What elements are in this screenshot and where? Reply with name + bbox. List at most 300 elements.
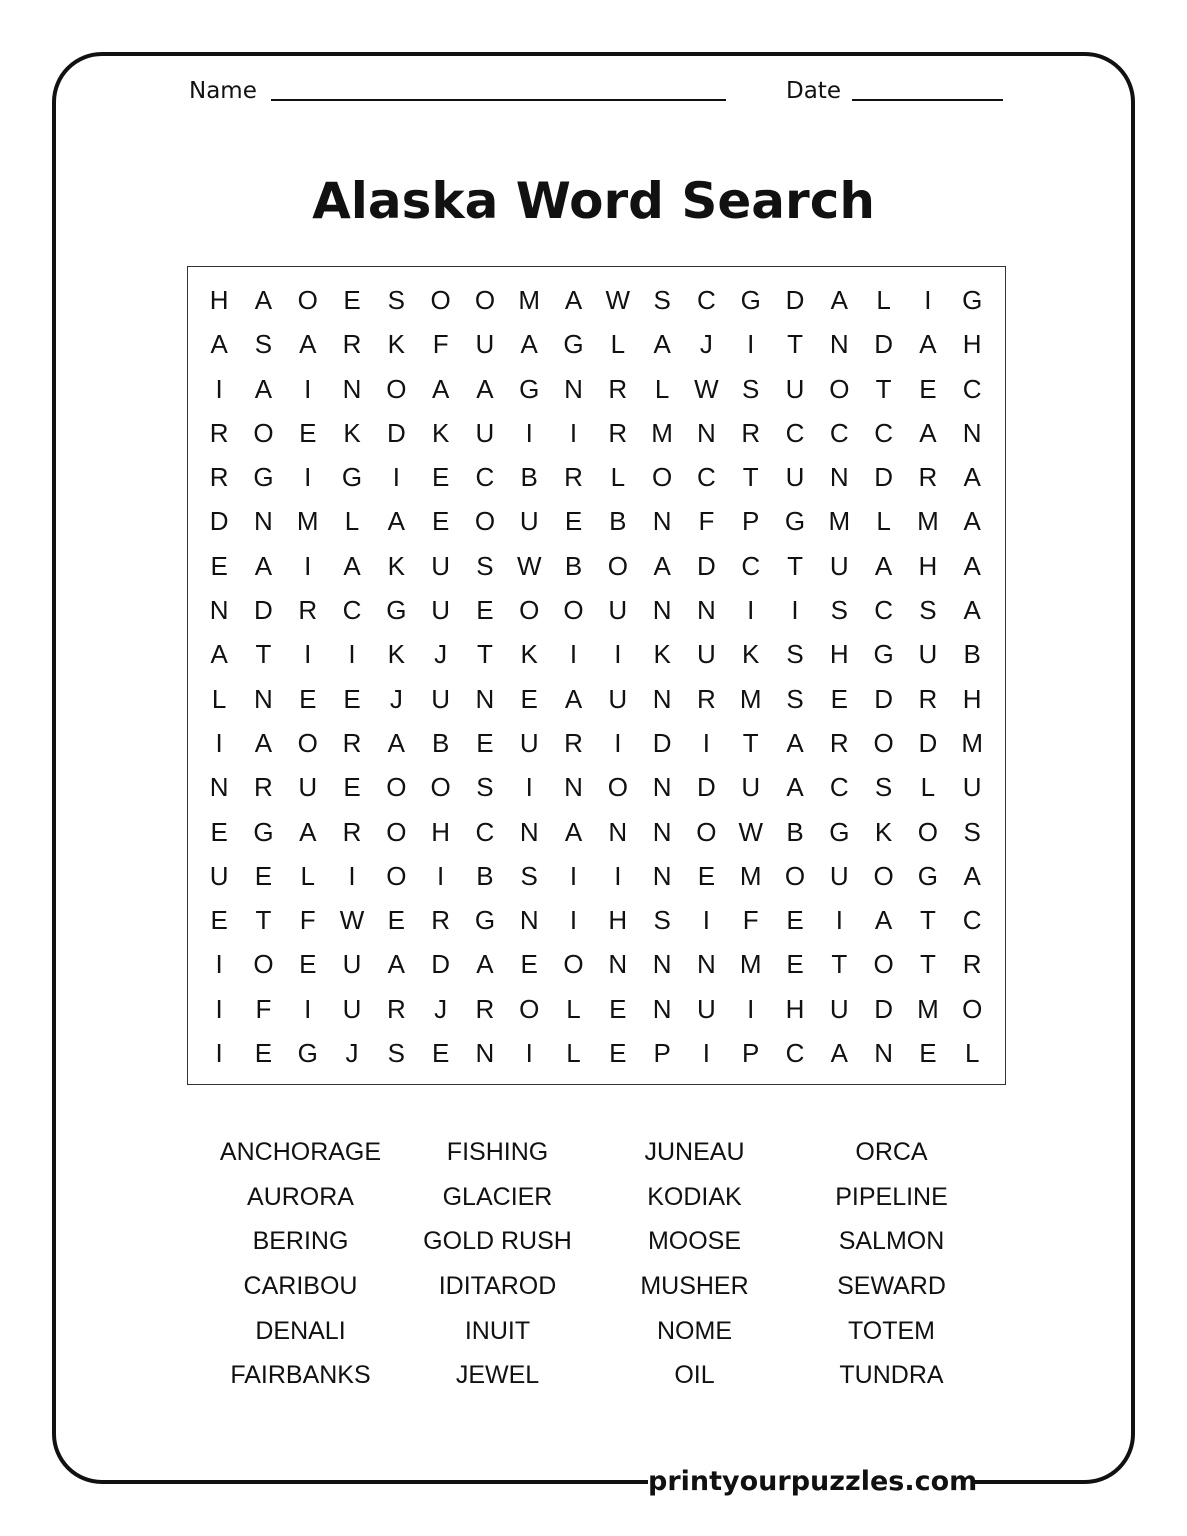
grid-letter[interactable]: F <box>255 993 272 1024</box>
grid-letter[interactable]: A <box>653 329 671 360</box>
grid-letter[interactable]: O <box>607 550 628 581</box>
grid-letter[interactable]: I <box>304 462 312 493</box>
grid-letter[interactable]: E <box>919 373 937 404</box>
grid-letter[interactable]: C <box>962 373 982 404</box>
grid-letter[interactable]: E <box>564 506 583 537</box>
grid-letter[interactable]: E <box>210 816 228 847</box>
grid-letter[interactable]: N <box>519 816 539 847</box>
grid-letter[interactable]: L <box>920 772 936 803</box>
grid-letter[interactable]: U <box>342 993 362 1024</box>
grid-letter[interactable]: F <box>742 905 759 936</box>
grid-letter[interactable]: R <box>564 727 583 758</box>
grid-letter[interactable]: R <box>564 462 583 493</box>
grid-letter[interactable]: I <box>525 417 533 448</box>
grid-letter[interactable]: R <box>918 462 938 493</box>
grid-letter[interactable]: N <box>829 462 849 493</box>
grid-letter[interactable]: R <box>209 417 229 448</box>
grid-letter[interactable]: C <box>475 462 495 493</box>
grid-letter[interactable]: M <box>961 727 984 758</box>
grid-letter[interactable]: O <box>784 860 806 891</box>
grid-letter[interactable]: G <box>297 1038 318 1069</box>
grid-letter[interactable]: A <box>830 1038 848 1069</box>
grid-letter[interactable]: E <box>254 860 273 891</box>
grid-letter[interactable]: R <box>209 462 229 493</box>
grid-letter[interactable]: R <box>342 727 362 758</box>
grid-letter[interactable]: C <box>962 905 982 936</box>
grid-letter[interactable]: L <box>654 373 670 404</box>
grid-letter[interactable]: A <box>387 727 405 758</box>
grid-letter[interactable]: O <box>873 860 894 891</box>
grid-letter[interactable]: I <box>304 639 312 670</box>
grid-letter[interactable]: A <box>254 373 273 404</box>
grid-letter[interactable]: G <box>341 462 363 493</box>
grid-letter[interactable]: E <box>210 550 228 581</box>
grid-letter[interactable]: D <box>697 550 716 581</box>
grid-letter[interactable]: S <box>874 772 893 803</box>
grid-letter[interactable]: D <box>386 417 406 448</box>
grid-letter[interactable]: R <box>342 329 362 360</box>
grid-letter[interactable]: O <box>607 772 628 803</box>
grid-letter[interactable]: N <box>962 417 982 448</box>
grid-letter[interactable]: D <box>874 462 893 493</box>
grid-letter[interactable]: R <box>829 727 849 758</box>
grid-letter[interactable]: S <box>476 550 494 581</box>
grid-letter[interactable]: S <box>387 1038 405 1069</box>
grid-letter[interactable]: U <box>785 373 805 404</box>
grid-letter[interactable]: M <box>739 949 762 980</box>
grid-letter[interactable]: T <box>742 727 759 758</box>
grid-letter[interactable]: T <box>919 949 936 980</box>
grid-letter[interactable]: A <box>299 816 317 847</box>
grid-letter[interactable]: P <box>742 506 760 537</box>
grid-letter[interactable]: N <box>254 506 273 537</box>
grid-letter[interactable]: E <box>520 683 538 714</box>
grid-letter[interactable]: U <box>475 329 495 360</box>
grid-letter[interactable]: U <box>475 417 495 448</box>
grid-letter[interactable]: R <box>918 683 938 714</box>
grid-letter[interactable]: N <box>829 329 849 360</box>
grid-letter[interactable]: K <box>653 639 671 670</box>
grid-letter[interactable]: D <box>874 993 893 1024</box>
grid-letter[interactable]: O <box>253 949 274 980</box>
grid-letter[interactable]: H <box>785 993 805 1024</box>
grid-letter[interactable]: U <box>829 860 849 891</box>
grid-letter[interactable]: W <box>339 905 365 936</box>
grid-letter[interactable]: O <box>563 949 584 980</box>
grid-letter[interactable]: I <box>569 905 578 936</box>
grid-letter[interactable]: A <box>919 417 937 448</box>
grid-letter[interactable]: P <box>742 1038 760 1069</box>
grid-letter[interactable]: A <box>387 949 405 980</box>
grid-letter[interactable]: G <box>740 285 761 315</box>
grid-letter[interactable]: O <box>474 285 496 315</box>
grid-letter[interactable]: O <box>430 285 451 315</box>
grid-letter[interactable]: U <box>829 550 849 581</box>
grid-letter[interactable]: P <box>653 1038 671 1069</box>
grid-letter[interactable]: N <box>475 1038 495 1069</box>
grid-letter[interactable]: O <box>430 772 451 803</box>
grid-letter[interactable]: U <box>342 949 362 980</box>
grid-letter[interactable]: E <box>476 727 494 758</box>
grid-letter[interactable]: C <box>874 417 893 448</box>
grid-letter[interactable]: T <box>787 550 803 581</box>
grid-letter[interactable]: A <box>963 506 981 537</box>
grid-letter[interactable]: S <box>476 772 494 803</box>
grid-letter[interactable]: D <box>254 595 273 626</box>
grid-letter[interactable]: I <box>215 727 223 758</box>
grid-letter[interactable]: N <box>564 772 583 803</box>
grid-letter[interactable]: I <box>392 462 400 493</box>
grid-letter[interactable]: O <box>297 727 318 758</box>
grid-letter[interactable]: U <box>741 772 761 803</box>
grid-letter[interactable]: U <box>431 683 451 714</box>
grid-letter[interactable]: O <box>873 727 894 758</box>
grid-letter[interactable]: S <box>830 595 848 626</box>
grid-letter[interactable]: N <box>697 417 716 448</box>
grid-letter[interactable]: N <box>874 1038 893 1069</box>
grid-letter[interactable]: S <box>254 329 273 360</box>
grid-letter[interactable]: O <box>386 860 407 891</box>
grid-letter[interactable]: O <box>873 949 894 980</box>
grid-letter[interactable]: I <box>791 595 799 626</box>
grid-letter[interactable]: G <box>917 860 939 891</box>
grid-letter[interactable]: C <box>829 772 849 803</box>
grid-letter[interactable]: O <box>253 417 274 448</box>
grid-letter[interactable]: A <box>210 329 228 360</box>
grid-letter[interactable]: I <box>304 993 312 1024</box>
grid-letter[interactable]: O <box>652 462 673 493</box>
grid-letter[interactable]: M <box>651 417 673 448</box>
grid-letter[interactable]: D <box>874 329 893 360</box>
grid-letter[interactable]: E <box>431 462 450 493</box>
grid-letter[interactable]: A <box>431 373 450 404</box>
grid-letter[interactable]: O <box>386 373 407 404</box>
grid-letter[interactable]: E <box>609 993 627 1024</box>
grid-letter[interactable]: A <box>254 550 273 581</box>
grid-letter[interactable]: N <box>652 506 672 537</box>
grid-letter[interactable]: C <box>475 816 495 847</box>
grid-letter[interactable]: R <box>342 816 362 847</box>
grid-letter[interactable]: T <box>255 639 272 670</box>
grid-letter[interactable]: O <box>917 816 939 847</box>
grid-letter[interactable]: S <box>786 639 804 670</box>
grid-letter[interactable]: I <box>614 727 622 758</box>
grid-letter[interactable]: U <box>697 993 716 1024</box>
grid-letter[interactable]: I <box>569 639 578 670</box>
grid-letter[interactable]: O <box>829 373 850 404</box>
grid-letter[interactable]: C <box>785 1038 805 1069</box>
grid-letter[interactable]: M <box>917 993 939 1024</box>
grid-letter[interactable]: T <box>919 905 936 936</box>
grid-letter[interactable]: L <box>964 1038 980 1069</box>
grid-letter[interactable]: E <box>476 595 494 626</box>
grid-letter[interactable]: S <box>387 285 405 315</box>
grid-letter[interactable]: I <box>215 1038 223 1069</box>
grid-letter[interactable]: E <box>210 905 228 936</box>
grid-letter[interactable]: J <box>434 993 448 1024</box>
grid-letter[interactable]: A <box>564 816 583 847</box>
grid-letter[interactable]: B <box>564 550 583 581</box>
grid-letter[interactable]: R <box>386 993 406 1024</box>
grid-letter[interactable]: K <box>742 639 760 670</box>
grid-letter[interactable]: A <box>564 683 583 714</box>
grid-letter[interactable]: U <box>431 550 451 581</box>
grid-letter[interactable]: J <box>434 639 448 670</box>
grid-letter[interactable]: A <box>786 727 804 758</box>
grid-letter[interactable]: G <box>873 639 894 670</box>
grid-letter[interactable]: L <box>211 683 227 714</box>
grid-letter[interactable]: F <box>432 329 449 360</box>
grid-letter[interactable]: G <box>784 506 806 537</box>
grid-letter[interactable]: E <box>431 1038 450 1069</box>
grid-letter[interactable]: N <box>608 816 628 847</box>
grid-letter[interactable]: I <box>569 860 578 891</box>
grid-letter[interactable]: H <box>829 639 849 670</box>
grid-letter[interactable]: I <box>215 993 223 1024</box>
grid-letter[interactable]: U <box>962 772 982 803</box>
grid-letter[interactable]: N <box>254 683 273 714</box>
grid-letter[interactable]: A <box>963 595 981 626</box>
grid-letter[interactable]: R <box>608 373 628 404</box>
grid-letter[interactable]: U <box>519 506 539 537</box>
grid-letter[interactable]: N <box>697 595 716 626</box>
grid-letter[interactable]: W <box>605 285 631 315</box>
grid-letter[interactable]: N <box>652 993 672 1024</box>
grid-letter[interactable]: D <box>431 949 451 980</box>
grid-letter[interactable]: E <box>431 506 450 537</box>
grid-letter[interactable]: N <box>519 905 539 936</box>
grid-letter[interactable]: I <box>747 595 755 626</box>
grid-letter[interactable]: H <box>431 816 451 847</box>
grid-letter[interactable]: A <box>564 285 583 315</box>
grid-letter[interactable]: T <box>742 462 759 493</box>
grid-letter[interactable]: L <box>610 329 626 360</box>
grid-letter[interactable]: N <box>652 683 672 714</box>
grid-letter[interactable]: F <box>698 506 715 537</box>
grid-letter[interactable]: N <box>652 595 672 626</box>
grid-letter[interactable]: F <box>299 905 316 936</box>
grid-letter[interactable]: E <box>786 949 804 980</box>
grid-letter[interactable]: E <box>299 949 317 980</box>
grid-letter[interactable]: S <box>919 595 937 626</box>
grid-letter[interactable]: D <box>697 772 716 803</box>
grid-letter[interactable]: N <box>475 683 495 714</box>
grid-letter[interactable]: U <box>298 772 318 803</box>
grid-letter[interactable]: A <box>520 329 538 360</box>
grid-letter[interactable]: A <box>254 285 273 315</box>
grid-letter[interactable]: I <box>702 727 711 758</box>
grid-letter[interactable]: S <box>786 683 804 714</box>
grid-letter[interactable]: G <box>563 329 584 360</box>
grid-letter[interactable]: E <box>520 949 538 980</box>
grid-letter[interactable]: A <box>210 639 228 670</box>
grid-letter[interactable]: C <box>342 595 362 626</box>
grid-letter[interactable]: C <box>697 462 716 493</box>
grid-letter[interactable]: D <box>652 727 672 758</box>
grid-letter[interactable]: A <box>299 329 317 360</box>
grid-letter[interactable]: E <box>387 905 405 936</box>
grid-letter[interactable]: O <box>962 993 983 1024</box>
grid-letter[interactable]: A <box>830 285 848 315</box>
grid-letter[interactable]: A <box>387 506 405 537</box>
grid-letter[interactable]: K <box>874 816 893 847</box>
grid-letter[interactable]: A <box>254 727 273 758</box>
grid-letter[interactable]: E <box>299 683 317 714</box>
grid-letter[interactable]: A <box>963 462 981 493</box>
grid-letter[interactable]: W <box>738 816 763 847</box>
grid-letter[interactable]: N <box>209 772 229 803</box>
grid-letter[interactable]: A <box>786 772 804 803</box>
grid-letter[interactable]: H <box>962 683 982 714</box>
grid-letter[interactable]: H <box>608 905 628 936</box>
grid-letter[interactable]: I <box>437 860 445 891</box>
grid-letter[interactable]: A <box>476 373 494 404</box>
grid-letter[interactable]: S <box>520 860 538 891</box>
grid-letter[interactable]: E <box>697 860 716 891</box>
grid-letter[interactable]: I <box>924 285 932 315</box>
grid-letter[interactable]: G <box>829 816 850 847</box>
grid-letter[interactable]: J <box>699 329 713 360</box>
grid-letter[interactable]: B <box>609 506 627 537</box>
grid-letter[interactable]: J <box>389 683 403 714</box>
grid-letter[interactable]: R <box>298 595 318 626</box>
grid-letter[interactable]: E <box>343 285 361 315</box>
grid-letter[interactable]: S <box>963 816 981 847</box>
grid-letter[interactable]: I <box>348 639 356 670</box>
grid-letter[interactable]: K <box>387 329 405 360</box>
grid-letter[interactable]: D <box>874 683 893 714</box>
grid-letter[interactable]: I <box>702 1038 711 1069</box>
grid-letter[interactable]: U <box>829 993 849 1024</box>
grid-letter[interactable]: I <box>569 417 578 448</box>
grid-letter[interactable]: I <box>525 1038 533 1069</box>
grid-letter[interactable]: U <box>697 639 716 670</box>
grid-letter[interactable]: I <box>702 905 711 936</box>
grid-letter[interactable]: H <box>209 285 229 315</box>
grid-letter[interactable]: G <box>962 285 983 315</box>
grid-letter[interactable]: E <box>786 905 804 936</box>
grid-letter[interactable]: O <box>519 993 540 1024</box>
grid-letter[interactable]: N <box>342 373 362 404</box>
grid-letter[interactable]: G <box>386 595 407 626</box>
grid-letter[interactable]: R <box>431 905 451 936</box>
grid-letter[interactable]: S <box>742 373 760 404</box>
grid-letter[interactable]: G <box>253 462 274 493</box>
grid-letter[interactable]: E <box>609 1038 627 1069</box>
grid-letter[interactable]: D <box>209 506 229 537</box>
grid-letter[interactable]: H <box>962 329 982 360</box>
grid-letter[interactable]: U <box>209 860 229 891</box>
grid-letter[interactable]: N <box>652 772 672 803</box>
grid-letter[interactable]: L <box>566 993 581 1024</box>
grid-letter[interactable]: M <box>739 860 762 891</box>
grid-letter[interactable]: N <box>652 949 672 980</box>
grid-letter[interactable]: H <box>918 550 938 581</box>
grid-letter[interactable]: L <box>876 285 891 315</box>
grid-letter[interactable]: T <box>831 949 848 980</box>
grid-letter[interactable]: A <box>476 949 494 980</box>
grid-letter[interactable]: L <box>566 1038 581 1069</box>
grid-letter[interactable]: L <box>876 506 891 537</box>
grid-letter[interactable]: U <box>608 595 628 626</box>
grid-letter[interactable]: T <box>875 373 892 404</box>
grid-letter[interactable]: A <box>874 550 893 581</box>
grid-letter[interactable]: R <box>254 772 273 803</box>
grid-letter[interactable]: U <box>608 683 628 714</box>
grid-letter[interactable]: I <box>614 860 622 891</box>
grid-letter[interactable]: R <box>962 949 982 980</box>
grid-letter[interactable]: N <box>564 373 583 404</box>
grid-letter[interactable]: G <box>253 816 274 847</box>
grid-letter[interactable]: O <box>563 595 584 626</box>
grid-letter[interactable]: O <box>696 816 717 847</box>
grid-letter[interactable]: R <box>697 683 716 714</box>
grid-letter[interactable]: T <box>255 905 272 936</box>
grid-letter[interactable]: E <box>299 417 317 448</box>
grid-letter[interactable]: G <box>474 905 496 936</box>
grid-letter[interactable]: G <box>519 373 540 404</box>
grid-letter[interactable]: C <box>829 417 849 448</box>
grid-letter[interactable]: U <box>431 595 451 626</box>
grid-letter[interactable]: N <box>697 949 716 980</box>
grid-letter[interactable]: A <box>874 905 893 936</box>
grid-letter[interactable]: O <box>297 285 318 315</box>
grid-letter[interactable]: O <box>519 595 540 626</box>
grid-letter[interactable]: K <box>387 639 405 670</box>
grid-letter[interactable]: U <box>918 639 938 670</box>
name-field[interactable] <box>271 99 726 101</box>
grid-letter[interactable]: A <box>343 550 361 581</box>
grid-letter[interactable]: E <box>343 772 361 803</box>
grid-letter[interactable]: U <box>519 727 539 758</box>
grid-letter[interactable]: S <box>653 285 671 315</box>
grid-letter[interactable]: B <box>476 860 494 891</box>
grid-letter[interactable]: O <box>386 816 407 847</box>
grid-letter[interactable]: I <box>747 993 755 1024</box>
grid-letter[interactable]: R <box>608 417 628 448</box>
grid-letter[interactable]: D <box>785 285 805 315</box>
grid-letter[interactable]: E <box>919 1038 937 1069</box>
grid-letter[interactable]: I <box>835 905 843 936</box>
grid-letter[interactable]: M <box>518 285 541 315</box>
grid-letter[interactable]: J <box>345 1038 359 1069</box>
grid-letter[interactable]: N <box>652 816 672 847</box>
grid-letter[interactable]: L <box>610 462 626 493</box>
grid-letter[interactable]: A <box>963 550 981 581</box>
grid-letter[interactable]: K <box>520 639 538 670</box>
grid-letter[interactable]: C <box>741 550 761 581</box>
grid-letter[interactable]: A <box>963 860 981 891</box>
grid-letter[interactable]: B <box>431 727 450 758</box>
grid-letter[interactable]: U <box>785 462 805 493</box>
grid-letter[interactable]: I <box>304 373 312 404</box>
grid-letter[interactable]: I <box>348 860 356 891</box>
grid-letter[interactable]: B <box>963 639 981 670</box>
grid-letter[interactable]: T <box>476 639 493 670</box>
grid-letter[interactable]: I <box>525 772 533 803</box>
date-field[interactable] <box>852 99 1003 101</box>
grid-letter[interactable]: M <box>296 506 319 537</box>
grid-letter[interactable]: S <box>653 905 671 936</box>
grid-letter[interactable]: I <box>614 639 622 670</box>
grid-letter[interactable]: C <box>874 595 893 626</box>
grid-letter[interactable]: I <box>747 329 755 360</box>
grid-letter[interactable]: N <box>608 949 628 980</box>
grid-letter[interactable]: C <box>697 285 716 315</box>
grid-letter[interactable]: A <box>919 329 937 360</box>
grid-letter[interactable]: B <box>786 816 804 847</box>
grid-letter[interactable]: B <box>520 462 538 493</box>
